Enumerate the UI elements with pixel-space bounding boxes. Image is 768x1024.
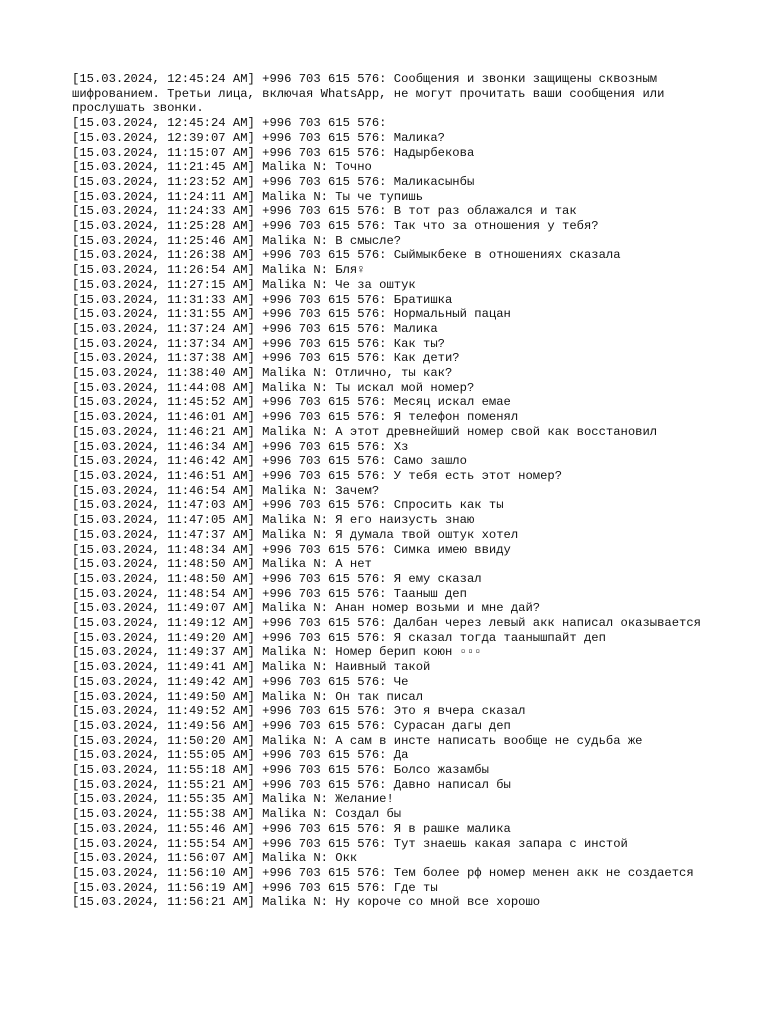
chat-message: [15.03.2024, 11:37:38 AM] +996 703 615 576: Как дети? (72, 351, 460, 366)
chat-message: [15.03.2024, 11:47:03 AM] +996 703 615 576: Спросить как ты (72, 498, 504, 513)
chat-message: [15.03.2024, 11:46:34 AM] +996 703 615 576: Хз (72, 439, 409, 454)
chat-message: [15.03.2024, 11:47:37 AM] Malika N: Я думала твой оштук хотел (72, 527, 519, 542)
chat-message: [15.03.2024, 11:25:46 AM] Malika N: В смысле? (72, 233, 402, 248)
chat-message: [15.03.2024, 11:50:20 AM] Malika N: А сам в инсте написать вообще не судьба же (72, 733, 643, 748)
chat-message: [15.03.2024, 11:49:42 AM] +996 703 615 576: Че (72, 674, 409, 689)
chat-message: [15.03.2024, 11:47:05 AM] Malika N: Я его наизусть знаю (72, 513, 475, 528)
chat-message: [15.03.2024, 11:49:56 AM] +996 703 615 576: Сурасан дагы деп (72, 718, 511, 733)
chat-message: [15.03.2024, 11:49:50 AM] Malika N: Он так писал (72, 689, 424, 704)
chat-message: [15.03.2024, 11:56:07 AM] Malika N: Окк (72, 851, 358, 866)
chat-message: [15.03.2024, 11:46:54 AM] Malika N: Зачем? (72, 483, 380, 498)
chat-message: [15.03.2024, 11:49:07 AM] Malika N: Анан номер возьми и мне дай? (72, 601, 541, 616)
chat-message: [15.03.2024, 11:56:19 AM] +996 703 615 576: Где ты (72, 880, 438, 895)
chat-message: [15.03.2024, 11:21:45 AM] Malika N: Точно (72, 160, 372, 175)
chat-message: [15.03.2024, 11:45:52 AM] +996 703 615 576: Месяц искал емае (72, 395, 511, 410)
chat-message: [15.03.2024, 11:56:21 AM] Malika N: Ну короче со мной все хорошо (72, 895, 541, 910)
chat-message: [15.03.2024, 11:27:15 AM] Malika N: Че за оштук (72, 277, 416, 292)
chat-message: [15.03.2024, 11:44:08 AM] Malika N: Ты искал мой номер? (72, 380, 475, 395)
chat-log (72, 72, 708, 910)
chat-message: [15.03.2024, 11:48:34 AM] +996 703 615 576: Симка имею ввиду (72, 542, 511, 557)
chat-message: [15.03.2024, 11:31:33 AM] +996 703 615 576: Братишка (72, 292, 453, 307)
chat-message: [15.03.2024, 11:46:42 AM] +996 703 615 576: Само зашло (72, 454, 467, 469)
chat-message: [15.03.2024, 12:39:07 AM] +996 703 615 576: Малика? (72, 130, 445, 145)
chat-message: [15.03.2024, 11:48:54 AM] +996 703 615 576: Тааныш деп (72, 586, 467, 601)
chat-message: [15.03.2024, 11:26:38 AM] +996 703 615 576: Сыймыкбеке в отношениях сказала (72, 248, 621, 263)
chat-message: [15.03.2024, 11:49:37 AM] Malika N: Номер берип коюн ▫▫▫ (72, 645, 482, 660)
chat-message: [15.03.2024, 11:55:21 AM] +996 703 615 576: Давно написал бы (72, 777, 511, 792)
chat-message: [15.03.2024, 11:38:40 AM] Malika N: Отлично, ты как? (72, 366, 453, 381)
chat-message: [15.03.2024, 12:45:24 AM] +996 703 615 576: (72, 116, 387, 131)
chat-message: [15.03.2024, 11:31:55 AM] +996 703 615 576: Нормальный пацан (72, 307, 511, 322)
chat-message: [15.03.2024, 11:49:20 AM] +996 703 615 576: Я сказал тогда таанышпайт деп (72, 630, 606, 645)
chat-message: [15.03.2024, 11:49:12 AM] +996 703 615 576: Далбан через левый акк написал оказывается (72, 616, 701, 631)
chat-message: [15.03.2024, 11:55:38 AM] Malika N: Создал бы (72, 807, 402, 822)
chat-message: [15.03.2024, 11:37:34 AM] +996 703 615 576: Как ты? (72, 336, 445, 351)
chat-message: [15.03.2024, 11:56:10 AM] +996 703 615 576: Тем более рф номер менен акк не создается (72, 865, 694, 880)
chat-message: [15.03.2024, 11:25:28 AM] +996 703 615 576: Так что за отношения у тебя? (72, 219, 599, 234)
chat-message: [15.03.2024, 11:55:35 AM] Malika N: Желание! (72, 792, 394, 807)
chat-message: [15.03.2024, 11:46:01 AM] +996 703 615 576: Я телефон поменял (72, 410, 519, 425)
chat-message: [15.03.2024, 11:24:11 AM] Malika N: Ты че тупишь (72, 189, 424, 204)
chat-message: [15.03.2024, 11:24:33 AM] +996 703 615 576: В тот раз облажался и так (72, 204, 577, 219)
chat-message: [15.03.2024, 11:55:46 AM] +996 703 615 576: Я в рашке малика (72, 821, 511, 836)
chat-message: [15.03.2024, 11:37:24 AM] +996 703 615 576: Малика (72, 321, 438, 336)
chat-message: [15.03.2024, 11:49:52 AM] +996 703 615 576: Это я вчера сказал (72, 704, 526, 719)
chat-message: [15.03.2024, 11:48:50 AM] +996 703 615 576: Я ему сказал (72, 571, 482, 586)
chat-message: [15.03.2024, 11:23:52 AM] +996 703 615 576: Маликасынбы (72, 174, 475, 189)
chat-message: [15.03.2024, 11:26:54 AM] Malika N: Бля♀ (72, 263, 365, 278)
chat-message: [15.03.2024, 11:15:07 AM] +996 703 615 576: Надырбекова (72, 145, 475, 160)
chat-message: [15.03.2024, 11:55:18 AM] +996 703 615 576: Болсо жазамбы (72, 763, 489, 778)
chat-message: [15.03.2024, 11:55:54 AM] +996 703 615 576: Тут знаешь какая запара с инстой (72, 836, 628, 851)
chat-message: [15.03.2024, 11:49:41 AM] Malika N: Наивный такой (72, 660, 431, 675)
chat-message: [15.03.2024, 11:46:51 AM] +996 703 615 576: У тебя есть этот номер? (72, 468, 563, 483)
chat-message: [15.03.2024, 11:46:21 AM] Malika N: А этот древнейший номер свой как восстановил (72, 424, 658, 439)
chat-message: [15.03.2024, 11:48:50 AM] Malika N: А нет (72, 557, 372, 572)
chat-message: [15.03.2024, 12:45:24 AM] +996 703 615 576: Сообщения и звонки защищены сквозным шифрованием. Третьи лица, включая WhatsApp, не могут прочитать ваши сообщения или прослушать звонки. (72, 72, 672, 116)
chat-message: [15.03.2024, 11:55:05 AM] +996 703 615 576: Да (72, 748, 409, 763)
